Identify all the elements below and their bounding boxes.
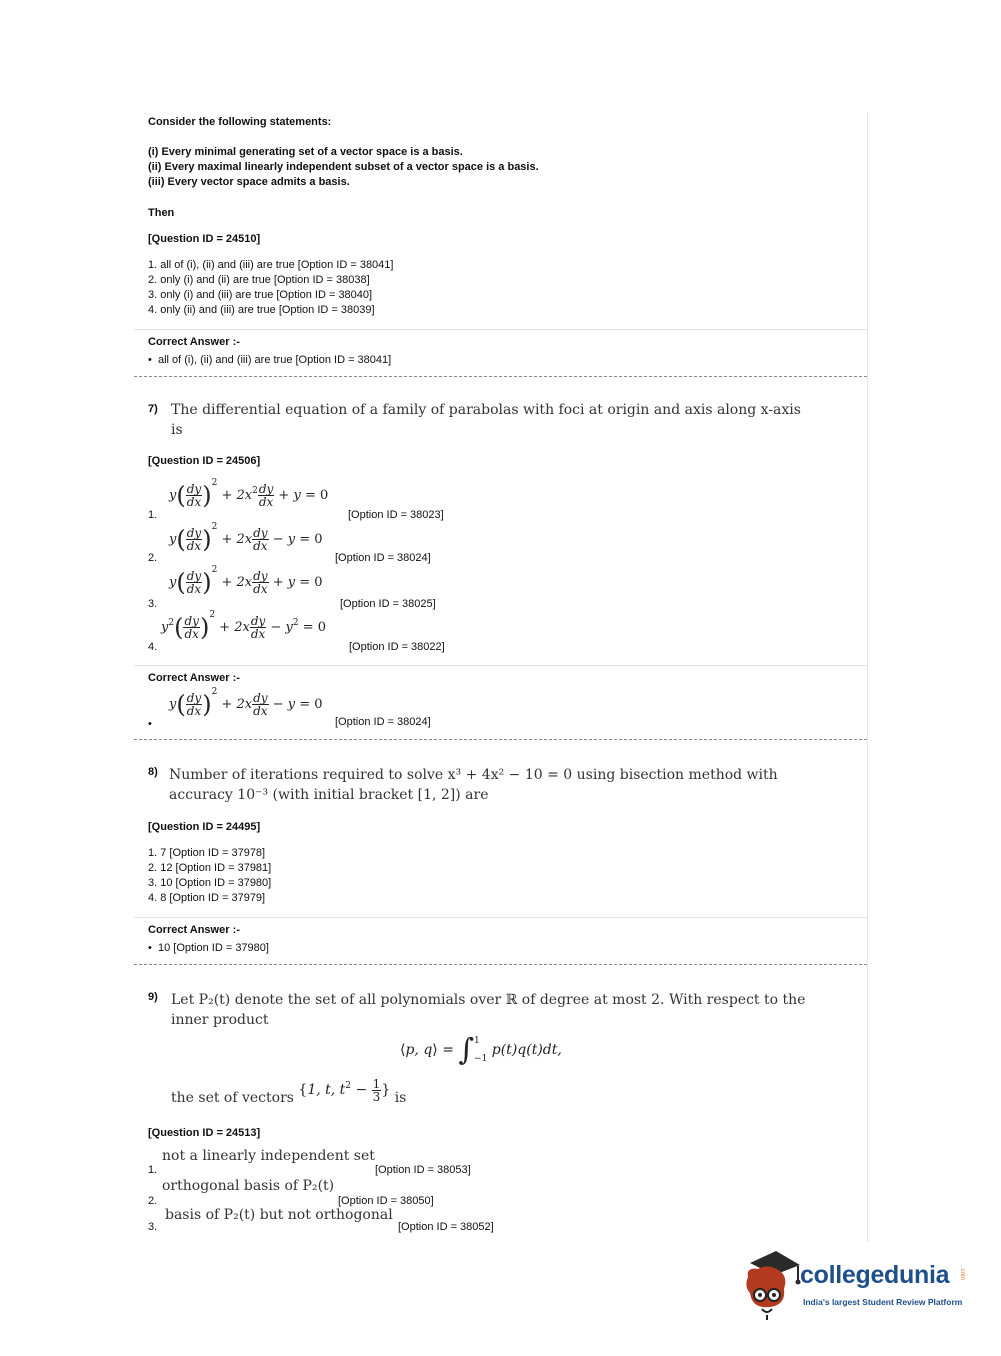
q7-option-4-id: [Option ID = 38022]	[349, 641, 445, 653]
q9-option-3-num: 3.	[148, 1221, 158, 1233]
q9-text-line-1: Let P₂(t) denote the set of all polynomials over ℝ of degree at most 2. With respect to the	[171, 992, 806, 1008]
q9-inner-product-formula: ⟨p, q⟩ = ∫ 1 −1 p(t)q(t)dt,	[400, 1032, 562, 1068]
logo-wordmark: collegedunia	[800, 1261, 950, 1289]
bullet-icon: •	[148, 942, 158, 954]
bullet-icon: •	[148, 354, 158, 366]
q6-question-id: [Question ID = 24510]	[148, 233, 261, 245]
q9-text-line-3	[171, 1076, 811, 1111]
divider	[134, 329, 867, 330]
q9-text-line-2: inner product	[171, 1012, 269, 1028]
question-separator	[134, 739, 867, 740]
q6-option-3: 3. only (i) and (iii) are true [Option ID = 38040]	[148, 289, 373, 301]
divider	[134, 665, 867, 666]
exam-page	[134, 112, 868, 1242]
question-separator	[134, 376, 867, 377]
q9-option-1-id: [Option ID = 38053]	[375, 1164, 471, 1176]
q9-option-2-text: orthogonal basis of P₂(t)	[162, 1178, 335, 1194]
divider	[134, 917, 867, 918]
q8-correct-answer	[148, 941, 269, 956]
q6-correct-text: all of (i), (ii) and (iii) are true [Option ID = 38041]	[157, 354, 392, 366]
q7-text: The differential equation of a family of parabolas with foci at origin and axis along x-axis is	[171, 402, 801, 438]
q9-vectors-label: the set of vectors	[171, 1090, 294, 1106]
q9-number: 9)	[148, 991, 158, 1003]
q7-correct-formula: y( $\frac{dy}{dx}$ )$^2$ + 2x $\frac{dy}{dx}$ − y = 0	[169, 687, 323, 719]
q7-option-3-num: 3.	[148, 598, 158, 610]
q6-option-4: 4. only (ii) and (iii) are true [Option ID = 38039]	[148, 304, 375, 316]
q8-text-line-2: accuracy 10⁻³ (with initial bracket [1, 2]) are	[169, 787, 489, 803]
q7-option-2-formula: y( $\frac{dy}{dx}$ )$^2$ + 2x $\frac{dy}{dx}$ − y = 0	[169, 522, 323, 554]
q7-option-1-id: [Option ID = 38023]	[348, 509, 444, 521]
q8-option-2: 2. 12 [Option ID = 37981]	[148, 862, 272, 874]
q7-correct-id: [Option ID = 38024]	[335, 716, 431, 728]
q8-correct-label: Correct Answer :-	[148, 924, 240, 936]
q9-is-label: is	[394, 1090, 407, 1106]
q9-option-2-num: 2.	[148, 1195, 158, 1207]
q8-question-id: [Question ID = 24495]	[148, 821, 261, 833]
bullet-icon: •	[148, 718, 152, 730]
q7-option-4-num: 4.	[148, 641, 158, 653]
q9-option-1-text: not a linearly independent set	[162, 1148, 375, 1164]
q9-vector-set-formula: {1, t, $t^2$ − $\frac{1}{3}$ }	[298, 1076, 391, 1104]
q8-option-4: 4. 8 [Option ID = 37979]	[148, 892, 266, 904]
q6-statement-2: (ii) Every maximal linearly independent subset of a vector space is a basis.	[148, 161, 539, 173]
q7-number: 7)	[148, 403, 158, 415]
q6-then: Then	[148, 207, 175, 219]
q8-correct-text: 10 [Option ID = 37980]	[157, 942, 269, 954]
q8-option-3: 3. 10 [Option ID = 37980]	[148, 877, 272, 889]
q6-statement-3: (iii) Every vector space admits a basis.	[148, 176, 350, 188]
q9-option-3-text: basis of P₂(t) but not orthogonal	[165, 1207, 393, 1223]
collegedunia-logo[interactable]	[740, 1247, 970, 1321]
q6-statement-1: (i) Every minimal generating set of a vector space is a basis.	[148, 146, 463, 158]
q7-option-3-id: [Option ID = 38025]	[340, 598, 436, 610]
logo-suffix: .com	[959, 1267, 965, 1281]
q7-question-id: [Question ID = 24506]	[148, 455, 261, 467]
q9-option-1-num: 1.	[148, 1164, 158, 1176]
q6-option-2: 2. only (i) and (ii) are true [Option ID = 38038]	[148, 274, 370, 286]
mascot-icon	[740, 1247, 802, 1321]
logo-tagline: India's largest Student Review Platform	[803, 1297, 963, 1307]
q7-correct-label: Correct Answer :-	[148, 672, 240, 684]
q7-option-4-formula: $y^2$( $\frac{dy}{dx}$ )$^2$ + 2x $\frac{dy}{dx}$ − $y^2 = 0$	[161, 610, 326, 642]
q7-option-1-num: 1.	[148, 509, 158, 521]
q7-option-1-formula: y( $\frac{dy}{dx}$ )$^2 + 2x^2$ $\frac{dy}{dx}$ + y = 0	[169, 478, 329, 510]
q9-question-id: [Question ID = 24513]	[148, 1127, 261, 1139]
q6-intro: Consider the following statements:	[148, 116, 332, 128]
q6-option-1: 1. all of (i), (ii) and (iii) are true [Option ID = 38041]	[148, 259, 394, 271]
q7-option-2-num: 2.	[148, 552, 158, 564]
q9-option-3-id: [Option ID = 38052]	[398, 1221, 494, 1233]
q7-option-2-id: [Option ID = 38024]	[335, 552, 431, 564]
q6-correct-label: Correct Answer :-	[148, 336, 240, 348]
q8-number: 8)	[148, 766, 158, 778]
q8-text-line-1: Number of iterations required to solve x³ + 4x² − 10 = 0 using bisection method with	[169, 767, 778, 783]
q8-option-1: 1. 7 [Option ID = 37978]	[148, 847, 266, 859]
question-separator	[134, 964, 867, 965]
q9-option-2-id: [Option ID = 38050]	[338, 1195, 434, 1207]
q7-option-3-formula: y( $\frac{dy}{dx}$ )$^2$ + 2x $\frac{dy}{dx}$ + y = 0	[169, 565, 323, 597]
q6-correct-answer	[148, 353, 391, 368]
